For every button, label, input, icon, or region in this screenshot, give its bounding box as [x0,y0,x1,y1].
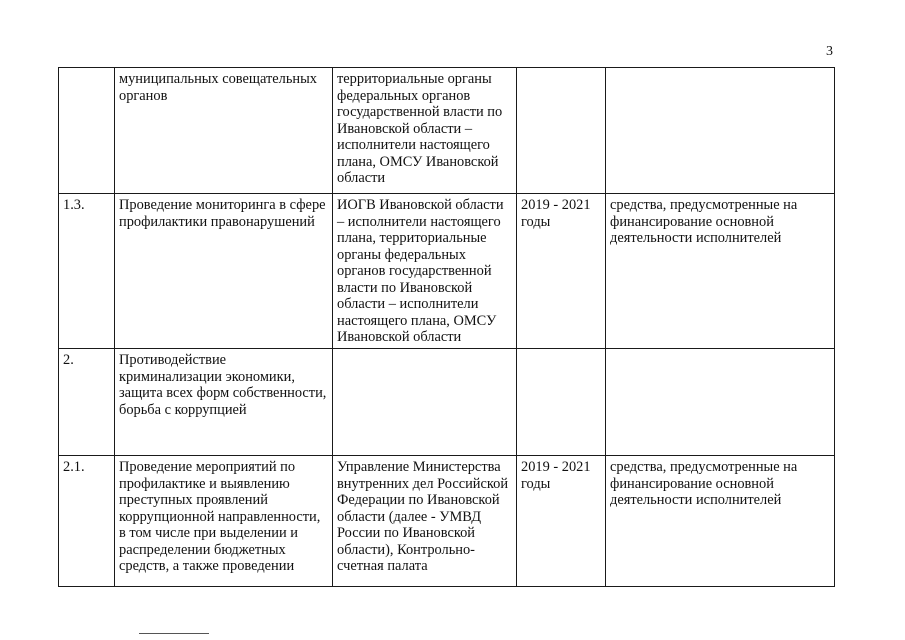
table-row [59,456,835,587]
funding-cell [606,68,835,194]
row-number-cell: 1.3. [59,194,115,349]
row-number-cell: 2.1. [59,456,115,587]
table-row [59,194,835,349]
funding-cell [606,349,835,456]
funding-cell: средства, предусмотренные на финансирование основной деятельности исполнителей [606,194,835,349]
activity-cell: муниципальных совещательных органов [115,68,333,194]
period-cell: 2019 - 2021 годы [517,456,606,587]
period-cell [517,349,606,456]
executors-cell: ИОГВ Ивановской области – исполнители настоящего плана, территориальные органы федеральных органов государственной власти по Ивановской области – исполнители настоящего плана, ОМСУ Ивановской области [333,194,517,349]
executors-cell [333,349,517,456]
row-number-cell: 2. [59,349,115,456]
executors-cell: территориальные органы федеральных органов государственной власти по Ивановской области – исполнители настоящего плана, ОМСУ Ивановской области [333,68,517,194]
activity-cell: Проведение мероприятий по профилактике и выявлению преступных проявлений коррупционной направленности, в том числе при выделении и распределении бюджетных средств, а также проведении [115,456,333,587]
activity-cell: Проведение мониторинга в сфере профилактики правонарушений [115,194,333,349]
period-cell [517,68,606,194]
activity-cell: Противодействие криминализации экономики, защита всех форм собственности, борьба с коррупцией [115,349,333,456]
funding-cell: средства, предусмотренные на финансирование основной деятельности исполнителей [606,456,835,587]
period-cell: 2019 - 2021 годы [517,194,606,349]
executors-cell: Управление Министерства внутренних дел Российской Федерации по Ивановской области (далее - УМВД России по Ивановской области), Контрольно-счетная палата [333,456,517,587]
plan-table [58,67,835,587]
table-row [59,349,835,456]
page-number: 3 [826,44,833,59]
footer-rule [139,633,209,634]
table-row [59,68,835,194]
row-number-cell [59,68,115,194]
